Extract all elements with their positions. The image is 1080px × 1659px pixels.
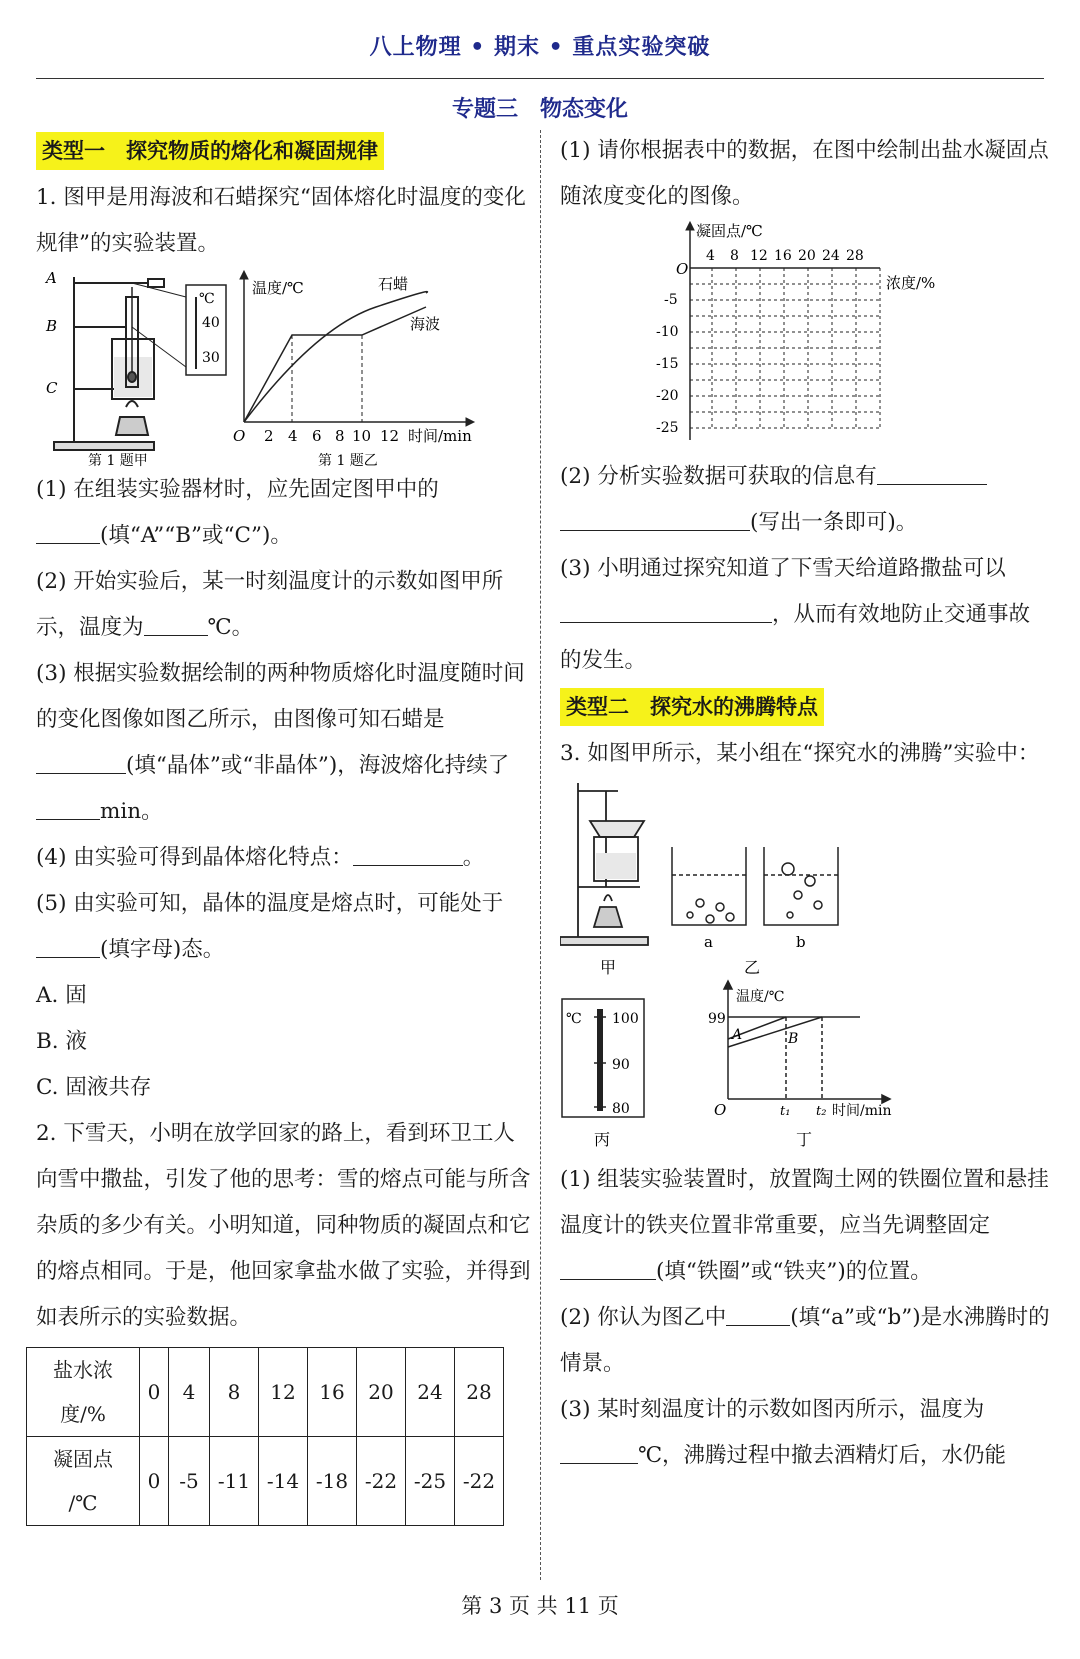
bing-90: 90: [612, 1057, 630, 1073]
table-cell: 4: [169, 1348, 210, 1437]
answer-blank[interactable]: [560, 510, 750, 531]
q1-1: (1) 在组装实验器材时，应先固定图甲中的 (填“A”“B”或“C”)。: [36, 477, 439, 548]
graph1-ylabel: 温度/℃: [252, 279, 304, 297]
column-divider: [540, 130, 541, 1580]
grid-lines: [690, 268, 880, 428]
table-cell: 20: [357, 1348, 406, 1437]
grid-xtick: 4: [706, 248, 715, 264]
grid-xtick: 24: [822, 248, 840, 264]
boiling-apparatus: [560, 783, 648, 945]
label-B: B: [46, 317, 58, 335]
table-row: [27, 1348, 504, 1437]
page-footer: 第 3 页 共 11 页: [461, 1594, 619, 1618]
right-column: [560, 128, 1050, 1479]
graph1-xlabel: 时间/min: [408, 427, 472, 445]
xtick-12: 12: [380, 427, 400, 445]
answer-blank[interactable]: [560, 1443, 638, 1464]
page-header: 八上物理 • 期末 • 重点实验突破: [369, 35, 711, 60]
answer-blank[interactable]: [36, 523, 100, 544]
q2-stem: 2. 下雪天，小明在放学回家的路上，看到环卫工人向雪中撒盐，引发了他的思考：雪的熔点可能与所含杂质的多少有关。小明知道，同种物质的凝固点和它的熔点相同。于是，他回家拿盐水做了实验，并得到如表所示的实验数据。: [36, 1121, 531, 1330]
q3-stem: 3. 如图甲所示，某小组在“探究水的沸腾”实验中：: [560, 741, 1040, 766]
answer-blank[interactable]: [353, 845, 463, 866]
table-cell: 0: [140, 1348, 169, 1437]
salt-water-table: [26, 1347, 504, 1526]
bing-80: 80: [612, 1101, 630, 1117]
topic-title: 专题三 物态变化: [451, 97, 628, 122]
q2-1: (1) 请你根据表中的数据，在图中绘制出盐水凝固点随浓度变化的图像。: [560, 138, 1049, 209]
xtick-8: 8: [335, 427, 345, 445]
thermo-unit: ℃: [199, 291, 215, 307]
q2-2: (2) 分析实验数据可获取的信息有 (写出一条即可)。: [560, 454, 1050, 546]
option-c: C. 固液共存: [36, 1075, 152, 1100]
label-b: b: [796, 933, 806, 951]
beakers-yi: [672, 847, 838, 925]
q1-2: (2) 开始实验后，某一时刻温度计的示数如图甲所示，温度为 ℃。: [36, 569, 504, 640]
answer-blank[interactable]: [144, 615, 208, 636]
label-yi: 乙: [744, 958, 761, 977]
answer-blank[interactable]: [877, 464, 987, 485]
option-a: A. 固: [36, 983, 87, 1008]
type1-tag: 类型一 探究物质的熔化和凝固规律: [36, 132, 384, 170]
point-A: A: [732, 1027, 743, 1043]
xtick-10: 10: [352, 427, 372, 445]
grid-ytick: -20: [656, 388, 679, 404]
ding-origin: O: [714, 1101, 727, 1119]
table-cell: 16: [308, 1348, 357, 1437]
table-cell: -25: [406, 1437, 455, 1526]
q1-3: (3) 根据实验数据绘制的两种物质熔化时温度随时间的变化图像如图乙所示，由图像可知石蜡是(填“晶体”或“非晶体”)，海波熔化持续了min。: [36, 661, 525, 824]
table-cell: -14: [259, 1437, 308, 1526]
type2-tag: 类型二 探究水的沸腾特点: [560, 688, 824, 726]
grid-xtick: 16: [774, 248, 792, 264]
grid-xlabel: 浓度/%: [886, 274, 936, 292]
answer-blank[interactable]: [36, 753, 126, 774]
table-cell: 8: [210, 1348, 259, 1437]
q3-2: (2) 你认为图乙中 (填“a”或“b”)是水沸腾时的情景。: [560, 1305, 1050, 1376]
q2-3: (3) 小明通过探究知道了下雪天给道路撒盐可以，从而有效地防止交通事故的发生。: [560, 556, 1031, 673]
curve-paraffin: [244, 292, 427, 422]
table-cell: -22: [357, 1437, 406, 1526]
label-hypo: 海波: [410, 315, 441, 333]
header-divider: [36, 78, 1044, 79]
answer-blank[interactable]: [560, 1259, 656, 1280]
label-A: A: [46, 269, 57, 287]
grid-xtick: 28: [846, 248, 864, 264]
table-cell: -18: [308, 1437, 357, 1526]
ding-t2: t₂: [816, 1104, 827, 1119]
ding-xlabel: 时间/min: [832, 1103, 892, 1119]
grid-ytick: -10: [656, 324, 679, 340]
q3-3: (3) 某时刻温度计的示数如图丙所示，温度为 ℃，沸腾过程中撤去酒精灯后，水仍能: [560, 1397, 1007, 1468]
table-row: [27, 1437, 504, 1526]
thermo-40: 40: [202, 315, 220, 331]
bing-unit: ℃: [566, 1011, 582, 1027]
q1-5: (5) 由实验可知，晶体的温度是熔点时，可能处于(填字母)态。: [36, 891, 504, 962]
caption-1a: 第 1 题甲: [88, 453, 148, 467]
grid-ytick: -15: [656, 356, 679, 372]
table-cell: 0: [140, 1437, 169, 1526]
xtick-4: 4: [288, 427, 298, 445]
grid-origin: O: [676, 260, 689, 278]
thermo-30: 30: [202, 350, 220, 366]
ding-99: 99: [708, 1011, 726, 1027]
grid-ylabel: 凝固点/℃: [696, 222, 763, 240]
row2-head: 凝固点 /℃: [27, 1437, 140, 1526]
option-b: B. 液: [36, 1029, 87, 1054]
grid-xtick: 12: [750, 248, 768, 264]
bing-100: 100: [612, 1011, 639, 1027]
answer-blank[interactable]: [36, 937, 100, 958]
label-C: C: [46, 379, 58, 397]
label-bing: 丙: [594, 1130, 611, 1149]
figure-3: [560, 777, 1030, 1157]
caption-1b: 第 1 题乙: [318, 453, 378, 467]
q1-4: (4) 由实验可得到晶体熔化特点： 。: [36, 845, 485, 870]
point-B: B: [788, 1031, 799, 1047]
answer-blank[interactable]: [726, 1305, 790, 1326]
figure-1: [36, 267, 506, 467]
freezing-grid: [620, 220, 1020, 450]
grid-ytick: -5: [664, 292, 678, 308]
table-cell: -22: [455, 1437, 504, 1526]
ding-t1: t₁: [780, 1104, 791, 1119]
row1-head: 盐水浓 度/%: [27, 1348, 140, 1437]
q1-stem: 1. 图甲是用海波和石蜡探究“固体熔化时温度的变化规律”的实验装置。: [36, 185, 526, 256]
table-cell: 24: [406, 1348, 455, 1437]
table-cell: 12: [259, 1348, 308, 1437]
left-column: [36, 128, 532, 1526]
q3-1: (1) 组装实验装置时，放置陶土网的铁圈位置和悬挂温度计的铁夹位置非常重要，应当先调整固定(填“铁圈”或“铁夹”)的位置。: [560, 1167, 1049, 1284]
table-cell: -5: [169, 1437, 210, 1526]
answer-blank[interactable]: [560, 602, 772, 623]
label-jia: 甲: [600, 958, 617, 977]
ding-ylabel: 温度/℃: [736, 989, 785, 1005]
label-paraffin: 石蜡: [378, 275, 409, 293]
grid-xtick: 20: [798, 248, 816, 264]
xtick-2: 2: [264, 427, 274, 445]
curve-hypo: [244, 307, 426, 422]
grid-xtick: 8: [730, 248, 739, 264]
label-a: a: [704, 933, 713, 951]
graph1-origin: O: [233, 427, 246, 445]
xtick-6: 6: [312, 427, 322, 445]
grid-ytick: -25: [656, 420, 679, 436]
table-cell: 28: [455, 1348, 504, 1437]
answer-blank[interactable]: [36, 799, 100, 820]
table-cell: -11: [210, 1437, 259, 1526]
label-ding: 丁: [796, 1130, 813, 1149]
